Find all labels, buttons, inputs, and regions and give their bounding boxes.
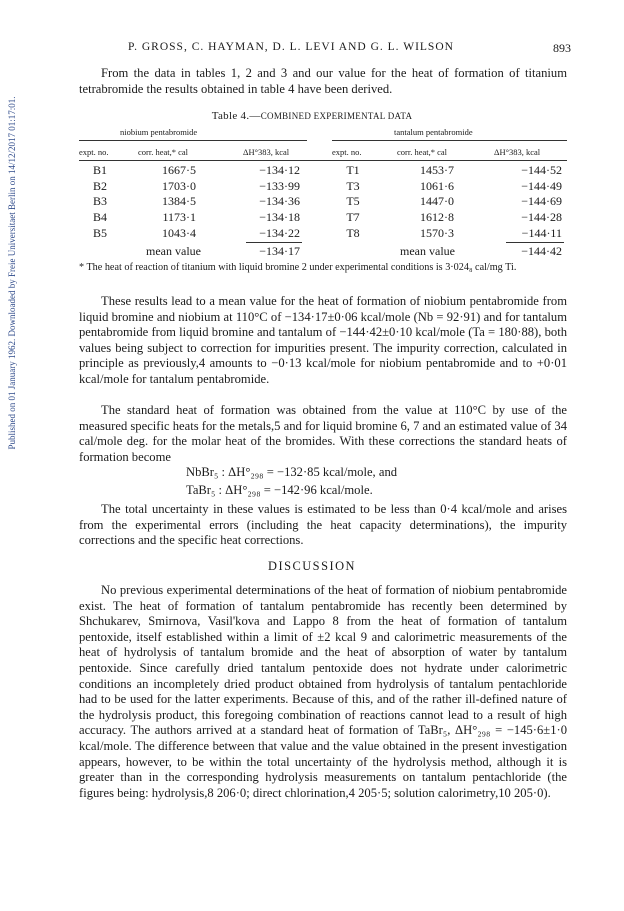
rule-header [79, 160, 567, 161]
nb-mean-label: mean value [146, 244, 201, 258]
col-header-expt-left: expt. no. [79, 147, 109, 157]
nb-expt-column [80, 163, 120, 242]
ta-dh-column [500, 163, 562, 242]
paragraph-discussion: No previous experimental determinations of the heat of formation of niobium pentabromide exist. The heat of formation of tantalum pentabromide has recently been determined by Shchukarev, Smirnova, Vasil'kova and Lappo 8 from the heat of formation of tantalum pentoxide, itself established within a limit of ±2 kcal 9 and calorimetric measurements of the heat of hydrolysis of tantalum bromide and the heat of absorption of water by tantalum pentoxide. Since carefully dried tantalum pentoxide does not hydrate under calorimetric conditions an incompletely dried product obtained from hydrolysis of tantalum pentachloride had to be used for the latter experiments. Because of this, and of the rather ill-defined nature of the hydrolysis product, this foregoing combination of reactions cannot lead to a result of high accuracy. The authors arrived at a standard heat of formation of TaBr₅, ΔH°₂₉₈ = −145·6±1·0 kcal/mole. The difference between that value and the value obtained in the present investigation appears, however, to be within the total uncertainty of the hydrolysis method, although it is greater than in the corresponding hydrolysis measurements on tantalum pentachloride (the figures being: hydrolysis,8 206·0; direct chlorination,4 205·5; solution calorimetry,10 205·0). [79, 583, 567, 800]
group-niobium: niobium pentabromide [120, 127, 198, 137]
table-cell: T8 [346, 225, 360, 240]
table-cell: −134·22 [259, 225, 300, 240]
rule-group-left [79, 140, 307, 141]
table-cell: −144·49 [521, 178, 562, 193]
paragraph-standard-heat: The standard heat of formation was obtained from the value at 110°C by use of the measured specific heats for the metals,5 and for liquid bromine 6, 7 and an estimated value of 34 cal/mole deg. for the molar heat of the bromides. With these corrections the standard heats of formation become [79, 403, 567, 464]
paragraph-results: These results lead to a mean value for the heat of formation of niobium pentabromide from liquid bromine and niobium at 110°C of −134·17±0·06 kcal/mole (Nb = 92·91) and for tantalum pentabromide from liquid bromine and tantalum of −144·42±0·10 kcal/mole (Ta = 180·88), both values being subject to correction for impurities present. The impurity correction, calculated in principle as previously,4 amounts to −0·13 kcal/mole for niobium pentabromide and to +0·01 kcal/mole for tantalum pentabromide. [79, 294, 567, 386]
table-cell: T3 [346, 178, 360, 193]
sidebar-published-notice: Published on 01 January 1962. Downloaded by Freie Universitaet Berlin on 14/12/2017 01:17:01. [7, 96, 17, 450]
header-authors: P. GROSS, C. HAYMAN, D. L. LEVI AND G. L. WILSON [128, 41, 454, 53]
col-header-dh-left: ΔH°383, kcal [243, 147, 290, 157]
table-cell: 1061·6 [420, 178, 454, 193]
paragraph-uncertainty: The total uncertainty in these values is estimated to be less than 0·4 kcal/mole and arises from the experimental errors (including the heat capacity determinations), the impurity corrections and the specific heat corrections. [79, 502, 567, 548]
running-header [128, 41, 571, 53]
table-cell: T7 [346, 210, 360, 225]
rule-nb-mean [246, 242, 302, 243]
table-cell: −144·28 [521, 210, 562, 225]
rule-group-right [332, 140, 567, 141]
table-cell: B2 [92, 178, 107, 193]
ta-heat-column [398, 163, 454, 242]
table-cell: B5 [92, 225, 107, 240]
table-cell: B3 [92, 194, 107, 209]
col-header-heat-left: corr. heat,* cal [138, 147, 189, 157]
table-caption-text: COMBINED EXPERIMENTAL DATA [260, 111, 413, 121]
table-cell: 1570·3 [420, 225, 454, 240]
table-caption-prefix: Table 4.— [211, 110, 261, 122]
table-caption [0, 110, 624, 122]
ta-mean-label: mean value [400, 244, 455, 258]
table-cell: −134·12 [259, 163, 300, 177]
table-cell: 1453·7 [420, 163, 454, 177]
table-cell: −144·52 [521, 163, 562, 177]
table-cell: 1043·4 [162, 225, 196, 240]
col-header-heat-right: corr. heat,* cal [397, 147, 448, 157]
table-cell: −133·99 [259, 178, 300, 193]
rule-ta-mean [506, 242, 564, 243]
table-cell: 1612·8 [420, 210, 454, 225]
table-cell: 1447·0 [420, 194, 454, 209]
group-tantalum: tantalum pentabromide [394, 127, 473, 137]
table-footnote: * The heat of reaction of titanium with liquid bromine 2 under experimental conditions is 3·024₈ cal/mg Ti. [79, 262, 517, 273]
nb-dh-column [238, 163, 300, 242]
table-cell: 1173·1 [162, 210, 196, 225]
table-cell: T5 [346, 194, 360, 209]
nb-mean-value: −134·17 [259, 244, 300, 258]
table-cell: B4 [92, 210, 107, 225]
ta-mean-value: −144·42 [521, 244, 562, 258]
col-header-dh-right: ΔH°383, kcal [494, 147, 541, 157]
equation-nbbr5: NbBr₅ : ΔH°₂₉₈ = −132·85 kcal/mole, and [186, 465, 398, 479]
table-cell: −144·69 [521, 194, 562, 209]
table-cell: 1384·5 [162, 194, 196, 209]
ta-expt-column [333, 163, 373, 242]
intro-paragraph: From the data in tables 1, 2 and 3 and our value for the heat of formation of titanium tetrabromide the results obtained in table 4 have been derived. [79, 66, 567, 96]
table-cell: B1 [92, 163, 107, 177]
table-cell: −144·11 [521, 225, 562, 240]
table-cell: 1703·0 [162, 178, 196, 193]
section-heading-discussion: DISCUSSION [268, 559, 356, 573]
col-header-expt-right: expt. no. [332, 147, 362, 157]
table-cell: T1 [346, 163, 360, 177]
table-cell: −134·18 [259, 210, 300, 225]
table-cell: 1667·5 [162, 163, 196, 177]
nb-heat-column [140, 163, 196, 242]
equation-tabr5: TaBr₅ : ΔH°₂₉₈ = −142·96 kcal/mole. [186, 483, 373, 497]
page-number: 893 [553, 41, 571, 55]
table-cell: −134·36 [259, 194, 300, 209]
